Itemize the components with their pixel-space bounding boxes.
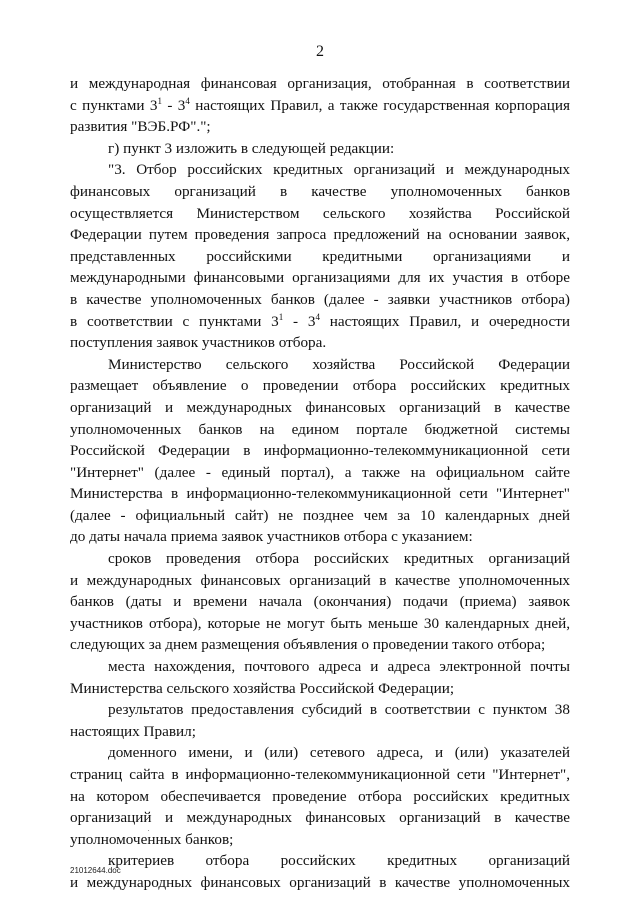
text-line: организаций и международных финансовых организаций в качестве: [70, 398, 570, 416]
text-line: сроков проведения отбора российских кредитных организаций: [108, 550, 570, 568]
text-line: настоящих Правил;: [70, 722, 196, 740]
text-line: международными финансовыми организациями для их участия в отборе: [70, 269, 570, 287]
text-line: (далее - официальный сайт) не позднее чем за 10 календарных дней: [70, 506, 570, 524]
text-line: участников отбора), которые не могут быть меньше 30 календарных дней,: [70, 614, 570, 632]
text-line: в качестве уполномоченных банков (далее - заявки участников отбора): [70, 290, 570, 308]
text-line: размещает объявление о проведении отбора российских кредитных: [70, 377, 570, 395]
text-line: результатов предоставления субсидий в соответствии с пунктом 38: [108, 701, 570, 719]
text-line: Федерации путем проведения запроса предложений на основании заявок,: [70, 226, 570, 244]
text-line: с пунктами $3^1 - 3^4$ настоящих Правил, а также государственная корпорация: [70, 95, 570, 114]
text-line: страниц сайта в информационно-телекоммуникационной сети "Интернет",: [70, 766, 570, 783]
text-line: уполномоченных банков;: [70, 830, 234, 848]
text-line: Российской Федерации в информационно-телекоммуникационной сети: [70, 442, 570, 460]
text-line: до даты начала приема заявок участников отбора с указанием:: [70, 528, 473, 546]
text-line: Министерство сельского хозяйства Российской Федерации: [108, 355, 570, 373]
text-line: доменного имени, и (или) сетевого адреса, и (или) указателей: [108, 744, 570, 762]
text-line: финансовых организаций в качестве уполномоченных банков: [70, 182, 570, 200]
text-line: и международная финансовая организация, отобранная в соответствии: [70, 75, 570, 92]
text-line: поступления заявок участников отбора.: [70, 334, 327, 352]
text-line: уполномоченных банков на едином портале бюджетной системы: [70, 420, 570, 438]
text-line: Министерства сельского хозяйства Российской Федерации;: [70, 679, 455, 697]
scan-speck: [148, 830, 149, 831]
text-line: осуществляется Министерством сельского хозяйства Российской: [70, 204, 570, 222]
document-body: [70, 73, 570, 894]
text-line: банков (даты и времени начала (окончания) подачи (приема) заявок: [70, 593, 570, 611]
text-line: "3. Отбор российских кредитных организаций и международных: [108, 161, 570, 179]
text-line: г) пункт 3 изложить в следующей редакции:: [108, 139, 395, 157]
text-line: организаций и международных финансовых организаций в качестве: [70, 809, 570, 827]
text-line: развития "ВЭБ.РФ".";: [70, 118, 211, 136]
text-line: Министерства в информационно-телекоммуникационной сети "Интернет": [70, 485, 570, 503]
footer-filename: 21012644.doc: [70, 866, 121, 875]
text-line: в соответствии с пунктами $3^1 - 3^4$ настоящих Правил, и очередности: [70, 311, 571, 330]
text-line: представленных российскими кредитными организациями и: [70, 247, 570, 265]
text-line: критериев отбора российских кредитных организаций: [108, 852, 570, 870]
text-line: следующих за днем размещения объявления о проведении такого отбора;: [70, 636, 546, 654]
text-line: на котором обеспечивается проведение отбора российских кредитных: [70, 787, 570, 805]
text-line: места нахождения, почтового адреса и адреса электронной почты: [108, 658, 570, 676]
text-line: и международных финансовых организаций в качестве уполномоченных: [70, 873, 570, 891]
page-number: 2: [316, 43, 324, 60]
text-line: и международных финансовых организаций в качестве уполномоченных: [70, 571, 570, 589]
text-line: "Интернет" (далее - единый портал), а также на официальном сайте: [70, 463, 570, 481]
